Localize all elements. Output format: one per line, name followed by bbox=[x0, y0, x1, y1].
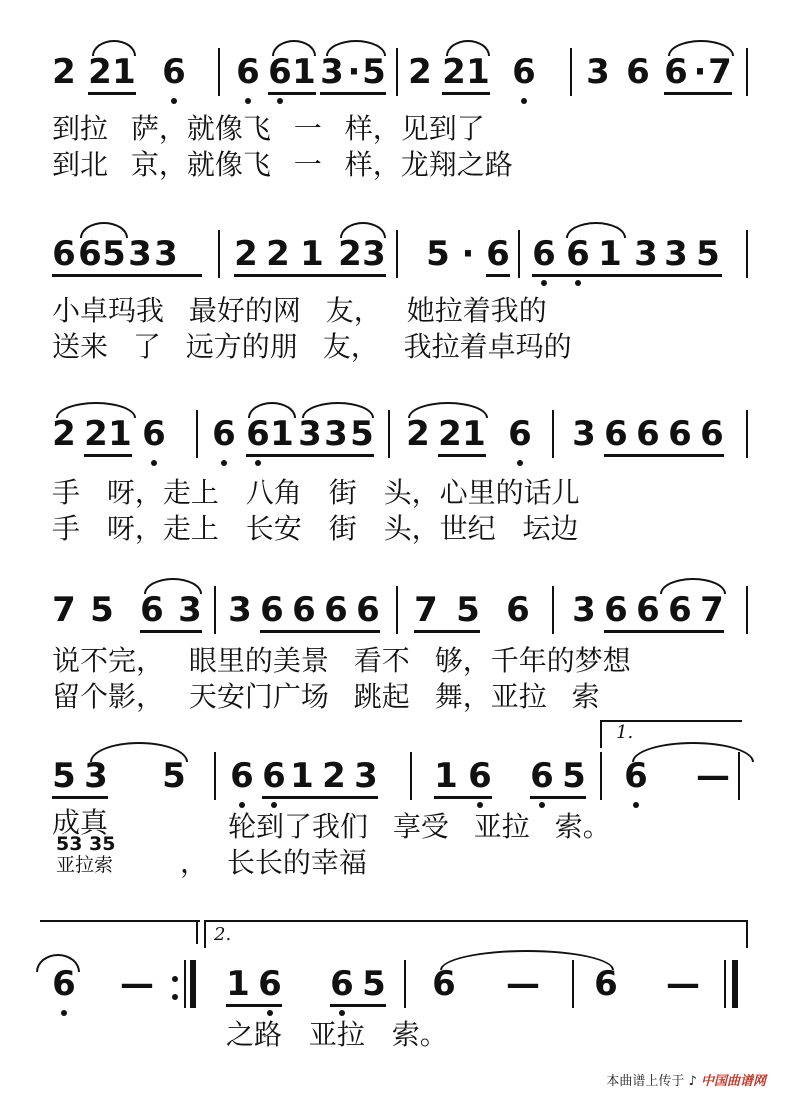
lyric-verse-1-continued: 轮到了我们 享受 亚拉 索。 bbox=[228, 810, 611, 843]
slur bbox=[446, 40, 490, 56]
volta-label-1: 1. bbox=[616, 722, 634, 743]
note: 6 bbox=[594, 964, 618, 1004]
note: 3 bbox=[228, 590, 252, 630]
note: 5 bbox=[362, 964, 386, 1004]
octave-dot bbox=[267, 1010, 273, 1016]
note: 6 bbox=[566, 234, 590, 274]
barline bbox=[184, 960, 186, 1008]
lyric-verse-1: 成真 bbox=[52, 806, 109, 839]
barline bbox=[396, 586, 398, 634]
note: 5 bbox=[562, 756, 586, 796]
note: 6 bbox=[636, 590, 660, 630]
barline bbox=[196, 410, 198, 458]
octave-dot bbox=[171, 98, 177, 104]
note: — bbox=[506, 964, 540, 1004]
slur bbox=[326, 40, 386, 56]
octave-dot bbox=[271, 802, 277, 808]
octave-dot bbox=[221, 460, 227, 466]
underline bbox=[246, 454, 374, 457]
lyric-verse-2: 到北 京，就像飞 一 样，龙翔之路 bbox=[52, 148, 513, 181]
note: 5 bbox=[90, 590, 114, 630]
barline bbox=[746, 410, 748, 458]
barline bbox=[572, 960, 574, 1008]
barline bbox=[410, 752, 412, 800]
underline bbox=[604, 630, 724, 633]
octave-dot bbox=[517, 460, 523, 466]
slur bbox=[272, 40, 316, 56]
note: 6 bbox=[512, 52, 536, 92]
note: 2 bbox=[406, 414, 430, 454]
note: 6 bbox=[142, 414, 166, 454]
note: 6 bbox=[668, 414, 692, 454]
note: 1 bbox=[598, 234, 622, 274]
barline bbox=[518, 230, 520, 278]
note: 6 bbox=[604, 414, 628, 454]
volta-label-2: 2. bbox=[214, 924, 232, 945]
underline bbox=[88, 92, 136, 95]
octave-dot bbox=[239, 802, 245, 808]
note: 3 bbox=[572, 590, 596, 630]
underline bbox=[442, 92, 490, 95]
underline bbox=[140, 630, 202, 633]
octave-dot bbox=[151, 460, 157, 466]
note: 6 bbox=[52, 964, 76, 1004]
note: 6 bbox=[700, 414, 724, 454]
note: — bbox=[696, 756, 730, 796]
underline bbox=[330, 1004, 386, 1007]
volta-bracket-2 bbox=[204, 920, 748, 948]
note: 2 bbox=[234, 234, 258, 274]
octave-dot bbox=[541, 280, 547, 286]
barline bbox=[396, 48, 398, 96]
note: 6 bbox=[258, 964, 282, 1004]
note: 6 bbox=[236, 52, 260, 92]
underline bbox=[532, 274, 722, 277]
octave-dot bbox=[477, 802, 483, 808]
underline bbox=[438, 454, 486, 457]
octave-dot bbox=[633, 802, 639, 808]
note: 3 bbox=[572, 414, 596, 454]
note: 1 bbox=[466, 52, 490, 92]
barline bbox=[404, 960, 406, 1008]
note: 6 bbox=[324, 590, 348, 630]
note: 2 bbox=[84, 414, 108, 454]
note: 3 bbox=[178, 590, 202, 630]
note: 6 bbox=[330, 964, 354, 1004]
note: 5 bbox=[456, 590, 480, 630]
note: · bbox=[347, 52, 361, 92]
barline bbox=[746, 586, 748, 634]
note: 1 bbox=[300, 234, 324, 274]
lyric-verse-2-continued: ， 长长的幸福 bbox=[180, 846, 367, 879]
note: 5 bbox=[426, 234, 450, 274]
note: 6 bbox=[604, 590, 628, 630]
underline bbox=[52, 274, 202, 277]
source-credit bbox=[606, 1070, 766, 1089]
underline bbox=[434, 796, 492, 799]
note: 2 bbox=[52, 414, 76, 454]
barline bbox=[600, 752, 602, 800]
note: 6 bbox=[260, 590, 284, 630]
barline bbox=[552, 586, 554, 634]
octave-dot bbox=[255, 460, 261, 466]
underline bbox=[414, 630, 480, 633]
note: 2 bbox=[322, 756, 346, 796]
note: 6 bbox=[162, 52, 186, 92]
lyric-ending: 之路 亚拉 索。 bbox=[226, 1018, 448, 1051]
lyric-verse-1: 小卓玛我 最好的网 友， 她拉着我的 bbox=[52, 294, 547, 327]
site-logo: 中国曲谱网 bbox=[700, 1074, 766, 1089]
note: 3 bbox=[154, 234, 178, 274]
note: 6 bbox=[506, 590, 530, 630]
note: 3 bbox=[324, 414, 348, 454]
note: 1 bbox=[462, 414, 486, 454]
slur bbox=[660, 578, 726, 594]
barline bbox=[724, 960, 726, 1008]
note: 5 bbox=[696, 234, 720, 274]
note: 5 bbox=[102, 234, 126, 274]
note: 7 bbox=[52, 590, 76, 630]
underline bbox=[226, 1004, 282, 1007]
slur bbox=[302, 402, 374, 418]
repeat-barline bbox=[190, 960, 196, 1008]
slur bbox=[408, 402, 488, 418]
barline bbox=[746, 48, 748, 96]
underline bbox=[486, 274, 510, 277]
note: 5 bbox=[362, 52, 386, 92]
underline bbox=[604, 454, 724, 457]
lyric-verse-1: 手 呀，走上 八角 街 头，心里的话儿 bbox=[52, 476, 580, 509]
note: 6 bbox=[78, 234, 102, 274]
underline bbox=[84, 454, 132, 457]
final-barline bbox=[732, 960, 738, 1008]
note: · bbox=[693, 52, 707, 92]
note: 5 bbox=[350, 414, 374, 454]
note: 2 bbox=[408, 52, 432, 92]
octave-dot bbox=[539, 802, 545, 808]
note: 1 bbox=[270, 414, 294, 454]
underline bbox=[320, 92, 386, 95]
underline bbox=[52, 796, 108, 799]
barline bbox=[570, 48, 572, 96]
note: 2 bbox=[338, 234, 362, 274]
octave-dot bbox=[61, 1010, 67, 1016]
note: 6 bbox=[486, 234, 510, 274]
note: 2 bbox=[266, 234, 290, 274]
note: 5 bbox=[52, 756, 76, 796]
note: · bbox=[461, 234, 475, 274]
slur bbox=[90, 742, 188, 762]
lyric-verse-2: 留个影， 天安门广场 跳起 舞，亚拉 索 bbox=[52, 680, 600, 713]
note: 1 bbox=[290, 756, 314, 796]
barline bbox=[218, 230, 220, 278]
barline bbox=[218, 48, 220, 96]
octave-dot bbox=[521, 98, 527, 104]
note: 6 bbox=[52, 234, 76, 274]
note: 2 bbox=[88, 52, 112, 92]
note: 6 bbox=[468, 756, 492, 796]
slur bbox=[80, 222, 128, 238]
lyric-verse-1: 说不完， 眼里的美景 看不 够，千年的梦想 bbox=[52, 644, 631, 677]
note: 7 bbox=[708, 52, 732, 92]
note: — bbox=[666, 964, 700, 1004]
lyric-verse-2: 手 呀，走上 长安 街 头，世纪 坛边 bbox=[52, 512, 579, 545]
note: 7 bbox=[414, 590, 438, 630]
note: 6 bbox=[668, 590, 692, 630]
note: 3 bbox=[634, 234, 658, 274]
note: 7 bbox=[700, 590, 724, 630]
slur bbox=[340, 222, 386, 238]
note: 6 bbox=[530, 756, 554, 796]
slur bbox=[92, 40, 136, 56]
octave-dot bbox=[575, 280, 581, 286]
credit-prefix: 本曲谱上传于 bbox=[606, 1074, 685, 1089]
music-note-icon: ♪ bbox=[688, 1074, 697, 1089]
tie-continuation bbox=[40, 920, 200, 932]
note: 6 bbox=[212, 414, 236, 454]
note: 3 bbox=[362, 234, 386, 274]
slur bbox=[668, 40, 734, 56]
barline bbox=[746, 230, 748, 278]
note: 6 bbox=[268, 52, 292, 92]
note: 6 bbox=[230, 756, 254, 796]
barline bbox=[196, 922, 198, 944]
note: 1 bbox=[108, 414, 132, 454]
note: 3 bbox=[84, 756, 108, 796]
note: 3 bbox=[128, 234, 152, 274]
note: 1 bbox=[112, 52, 136, 92]
note: 3 bbox=[586, 52, 610, 92]
note: — bbox=[120, 964, 154, 1004]
note: 3 bbox=[298, 414, 322, 454]
underline bbox=[268, 92, 316, 95]
note: 6 bbox=[262, 756, 286, 796]
note: 3 bbox=[354, 756, 378, 796]
underline bbox=[262, 796, 378, 799]
underline bbox=[260, 630, 380, 633]
slur bbox=[566, 222, 626, 238]
barline bbox=[214, 752, 216, 800]
note: 6 bbox=[624, 756, 648, 796]
note: 3 bbox=[320, 52, 344, 92]
slur bbox=[144, 578, 202, 594]
note: 1 bbox=[292, 52, 316, 92]
note: 2 bbox=[52, 52, 76, 92]
note: 1 bbox=[434, 756, 458, 796]
note: 1 bbox=[226, 964, 250, 1004]
note: 6 bbox=[508, 414, 532, 454]
octave-dot bbox=[277, 98, 283, 104]
lyric-verse-2: 亚拉索 bbox=[56, 854, 114, 876]
barline bbox=[396, 230, 398, 278]
slur bbox=[248, 402, 296, 418]
barline bbox=[388, 410, 390, 458]
note: 6 bbox=[356, 590, 380, 630]
note: 3 bbox=[664, 234, 688, 274]
note: 6 bbox=[246, 414, 270, 454]
note: 6 bbox=[664, 52, 688, 92]
lyric-verse-2: 送来 了 远方的朋 友， 我拉着卓玛的 bbox=[52, 330, 572, 363]
repeat-dot bbox=[172, 976, 178, 982]
repeat-dot bbox=[172, 994, 178, 1000]
note: 6 bbox=[432, 964, 456, 1004]
barline bbox=[552, 410, 554, 458]
note: 6 bbox=[532, 234, 556, 274]
note: 6 bbox=[140, 590, 164, 630]
note: 6 bbox=[292, 590, 316, 630]
tie bbox=[440, 950, 614, 970]
alt-notes: 53 35 bbox=[56, 833, 116, 855]
octave-dot bbox=[245, 98, 251, 104]
slur bbox=[56, 402, 136, 418]
note: 2 bbox=[442, 52, 466, 92]
lyric-verse-1: 到拉 萨，就像飞 一 样，见到了 bbox=[52, 112, 485, 145]
note: 2 bbox=[438, 414, 462, 454]
barline bbox=[738, 752, 740, 800]
underline bbox=[530, 796, 586, 799]
octave-dot bbox=[339, 1010, 345, 1016]
barline bbox=[214, 586, 216, 634]
underline bbox=[234, 274, 386, 277]
note: 5 bbox=[162, 756, 186, 796]
underline bbox=[664, 92, 732, 95]
note: 6 bbox=[636, 414, 660, 454]
note: 6 bbox=[626, 52, 650, 92]
